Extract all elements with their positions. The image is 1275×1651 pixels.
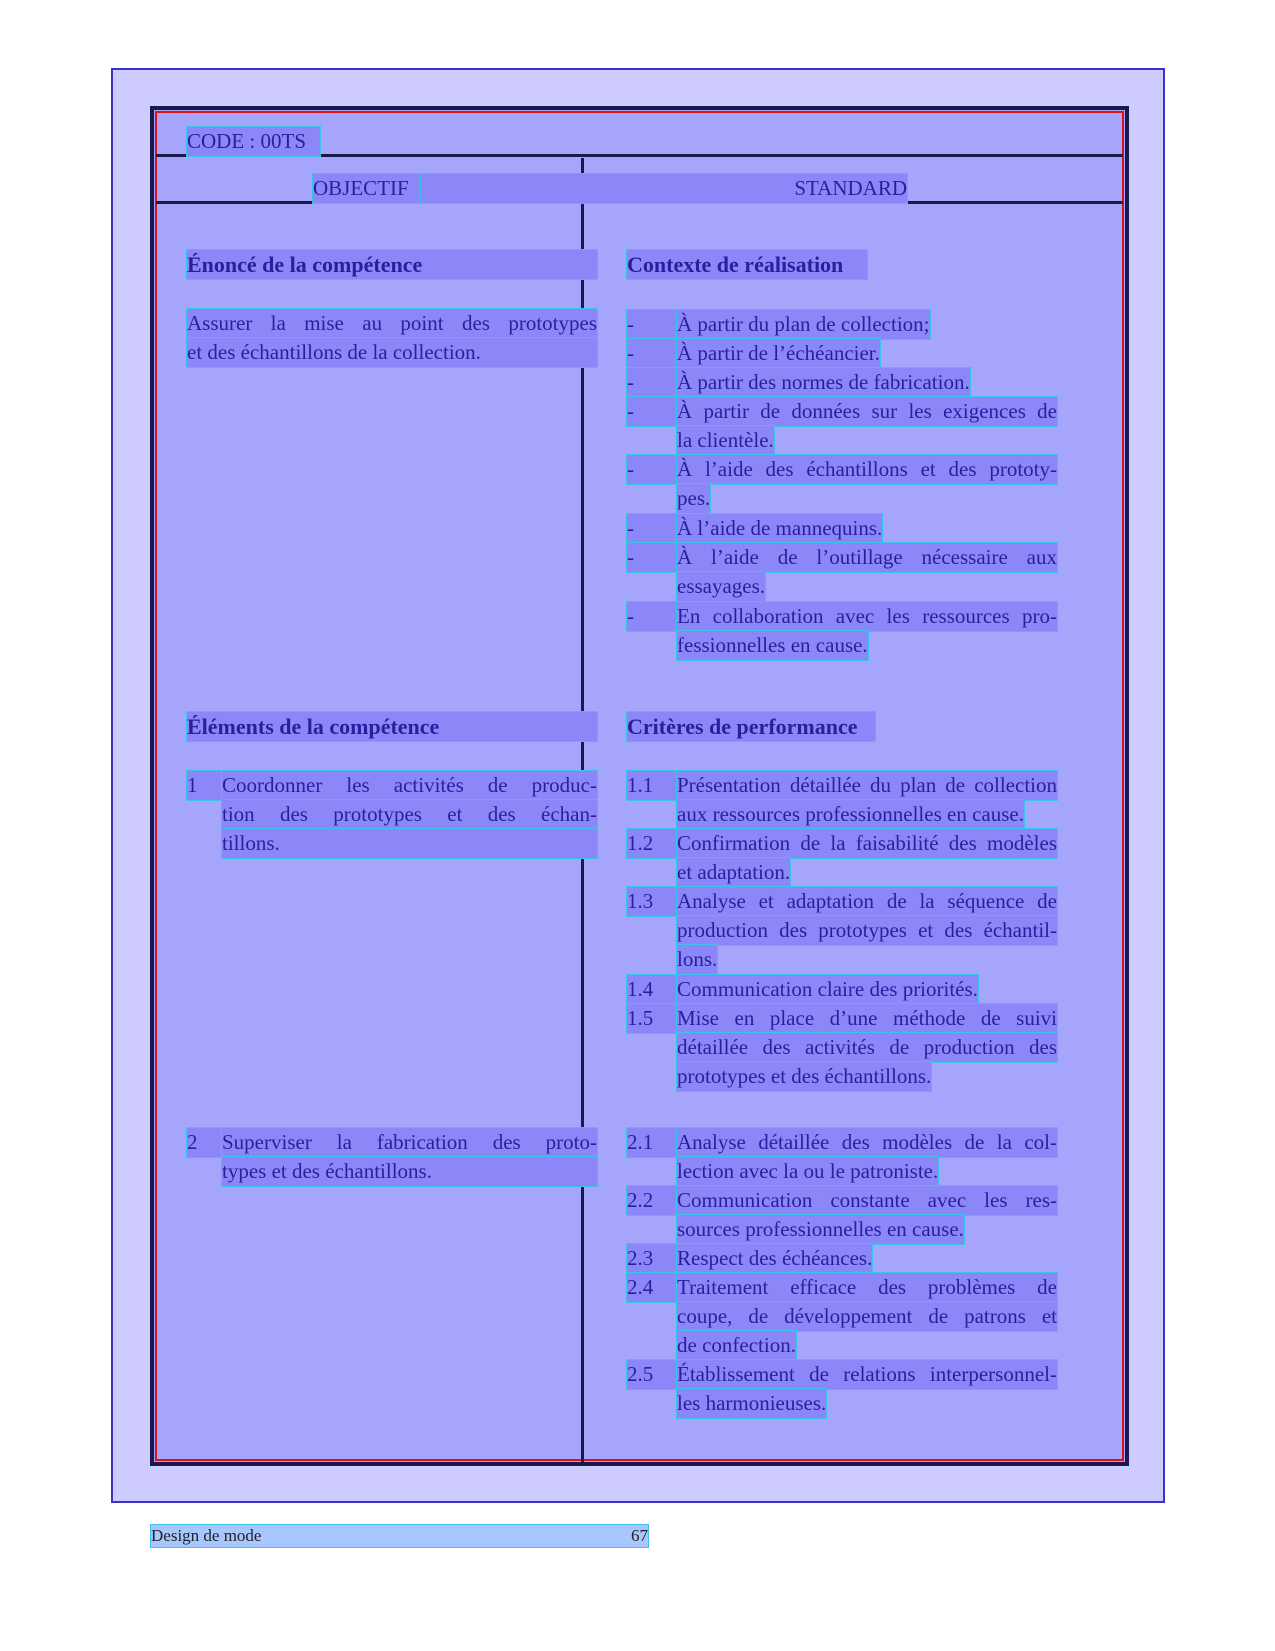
footer-title: Design de mode (151, 1526, 262, 1545)
elements-heading: Éléments de la compétence (187, 712, 597, 741)
contexte-bullet: - (627, 397, 677, 426)
critere-line: détaillée des activités de production des (677, 1033, 1057, 1062)
critere-line: de confection. (677, 1331, 796, 1360)
critere-line: Analyse détaillée des modèles de la col- (677, 1128, 1057, 1157)
contexte-bullet: - (627, 310, 677, 339)
element-line: Coordonner les activités de produc- (222, 771, 597, 800)
contexte-item-line: fessionnelles en cause. (677, 631, 868, 660)
contexte-bullet: - (627, 339, 677, 368)
contexte-item-line: En collaboration avec les ressources pro- (677, 602, 1057, 631)
contexte-item-line: pes. (677, 484, 710, 513)
contexte-bullet: - (627, 602, 677, 631)
contexte-item-line: À partir des normes de fabrication. (677, 368, 970, 397)
contexte-bullet: - (627, 455, 677, 484)
critere-number: 1.5 (627, 1004, 677, 1033)
critere-number: 1.1 (627, 771, 677, 800)
contexte-item-line: essayages. (677, 572, 765, 601)
contexte-item-line: À partir de l’échéancier. (677, 339, 880, 368)
element-number: 2 (187, 1128, 222, 1157)
critere-line: Analyse et adaptation de la séquence de (677, 887, 1057, 916)
critere-line: aux ressources professionnelles en cause. (677, 800, 1024, 829)
critere-line: Présentation détaillée du plan de collection (677, 771, 1057, 800)
contexte-item-line: À l’aide de mannequins. (677, 514, 882, 543)
critere-number: 2.5 (627, 1360, 677, 1389)
critere-line: lection avec la ou le patroniste. (677, 1157, 938, 1186)
enonce-line: Assurer la mise au point des prototypes (187, 309, 597, 338)
contexte-bullet: - (627, 543, 677, 572)
critere-line: Mise en place d’une méthode de suivi (677, 1004, 1057, 1033)
objectif-header: OBJECTIF (313, 174, 421, 203)
critere-line: les harmonieuses. (677, 1389, 826, 1418)
critere-number: 2.2 (627, 1186, 677, 1215)
critere-line: Établissement de relations interpersonnel- (677, 1360, 1057, 1389)
contexte-bullet: - (627, 514, 677, 543)
page-footer (151, 1525, 648, 1547)
page-number: 67 (631, 1526, 648, 1545)
critere-number: 2.4 (627, 1273, 677, 1302)
critere-line: lons. (677, 945, 717, 974)
critere-line: Respect des échéances. (677, 1244, 872, 1273)
critere-line: Communication constante avec les res- (677, 1186, 1057, 1215)
enonce-heading: Énoncé de la compétence (187, 250, 597, 279)
contexte-item-line: la clientèle. (677, 426, 774, 455)
critere-number: 1.4 (627, 975, 677, 1004)
enonce-line: et des échantillons de la collection. (187, 338, 597, 367)
critere-line: sources professionnelles en cause. (677, 1215, 964, 1244)
critere-line: coupe, de développement de patrons et (677, 1302, 1057, 1331)
contexte-item-line: À partir du plan de collection; (677, 310, 930, 339)
element-number: 1 (187, 771, 222, 800)
critere-number: 1.3 (627, 887, 677, 916)
element-line: Superviser la fabrication des proto- (222, 1128, 597, 1157)
contexte-item-line: À l’aide de l’outillage nécessaire aux (677, 543, 1057, 572)
element-line: tion des prototypes et des échan- (222, 800, 597, 829)
critere-line: et adaptation. (677, 858, 790, 887)
contexte-item-line: À partir de données sur les exigences de (677, 397, 1057, 426)
critere-line: Traitement efficace des problèmes de (677, 1273, 1057, 1302)
critere-line: Communication claire des priorités. (677, 975, 978, 1004)
critere-line: prototypes et des échantillons. (677, 1062, 931, 1091)
critere-number: 2.3 (627, 1244, 677, 1273)
critere-line: Confirmation de la faisabilité des modèles (677, 829, 1057, 858)
element-line: types et des échantillons. (222, 1157, 597, 1186)
critere-number: 2.1 (627, 1128, 677, 1157)
critere-line: production des prototypes et des échantil- (677, 916, 1057, 945)
contexte-item-line: À l’aide des échantillons et des prototy- (677, 455, 1057, 484)
standard-header: STANDARD (421, 174, 907, 203)
critere-number: 1.2 (627, 829, 677, 858)
contexte-bullet: - (627, 368, 677, 397)
contexte-heading: Contexte de réalisation (627, 250, 867, 279)
code-label: CODE : 00TS (187, 127, 320, 156)
criteres-heading: Critères de performance (627, 712, 875, 741)
element-line: tillons. (222, 829, 597, 858)
